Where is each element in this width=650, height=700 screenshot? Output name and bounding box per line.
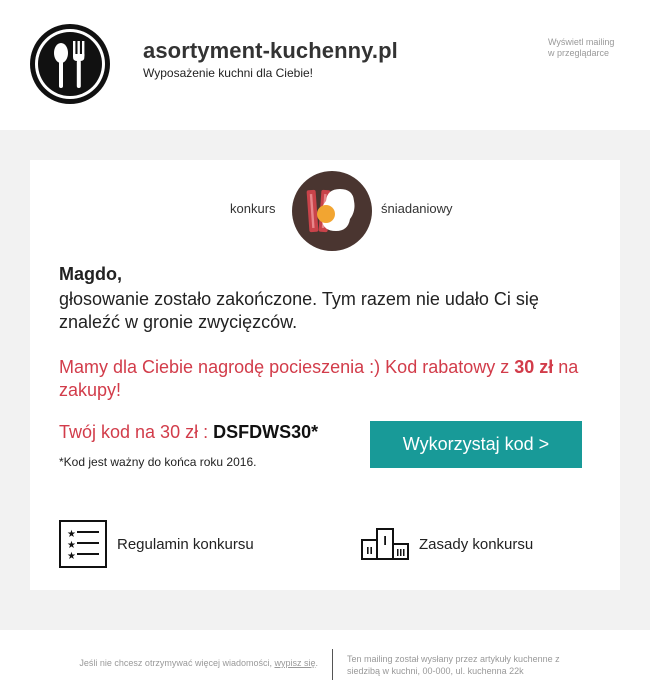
email-header xyxy=(0,0,650,130)
contest-principles-link[interactable] xyxy=(361,520,533,568)
view-in-browser-link[interactable] xyxy=(548,37,614,59)
contest-label-left: konkurs xyxy=(230,201,276,216)
prize-amount: 30 zł xyxy=(514,357,554,377)
fried-egg-bacon-icon xyxy=(292,171,372,251)
message-card xyxy=(30,160,620,590)
view-online-line1: Wyświetl mailing xyxy=(548,37,615,47)
code-label: Twój kod na 30 zł : xyxy=(59,422,214,442)
prize-text-before: Mamy dla Ciebie nagrodę pocieszenia :) Kod rabatowy z xyxy=(59,357,515,377)
unsubscribe-link[interactable]: wypisz się xyxy=(274,658,316,668)
spoon-fork-icon xyxy=(30,24,110,104)
greeting: Magdo, xyxy=(59,264,122,284)
result-message: głosowanie zostało zakończone. Tym razem nie udało Ci się znaleźć w gronie zwycięzców. xyxy=(59,289,539,332)
unsubscribe-text: Jeśli nie chcesz otrzymywać więcej wiadomości, xyxy=(79,658,275,668)
prize-text-after: na zakupy! xyxy=(59,357,579,400)
contest-rules-link[interactable] xyxy=(59,520,254,568)
discount-code-value: DSFDWS30* xyxy=(213,422,319,442)
podium-icon xyxy=(361,527,409,561)
contest-principles-label: Zasady konkursu xyxy=(419,535,534,553)
email-footer xyxy=(0,630,650,700)
discount-code-line xyxy=(59,422,318,443)
svg-text:★: ★ xyxy=(67,551,76,562)
view-online-line2: w przeglądarce xyxy=(548,48,610,58)
unsubscribe-end: . xyxy=(315,658,318,668)
brand-name: asortyment-kuchenny.pl xyxy=(143,38,398,63)
checklist-icon xyxy=(59,520,107,568)
svg-text:★: ★ xyxy=(67,529,76,540)
unsubscribe-note xyxy=(0,658,318,668)
code-validity-note: *Kod jest ważny do końca roku 2016. xyxy=(59,455,257,469)
brand-tagline: Wyposażenie kuchni dla Ciebie! xyxy=(143,66,313,80)
prize-message xyxy=(59,356,599,402)
contest-rules-label: Regulamin konkursu xyxy=(117,535,254,553)
use-code-button[interactable]: Wykorzystaj kod > xyxy=(370,421,582,468)
sender-info: Ten mailing został wysłany przez artykuły kuchenne z siedzibą w kuchni, 00-000, ul. kuchenna 22k xyxy=(347,654,560,676)
contest-label-right: śniadaniowy xyxy=(381,201,453,216)
svg-text:★: ★ xyxy=(67,540,76,551)
footer-divider xyxy=(332,649,333,680)
